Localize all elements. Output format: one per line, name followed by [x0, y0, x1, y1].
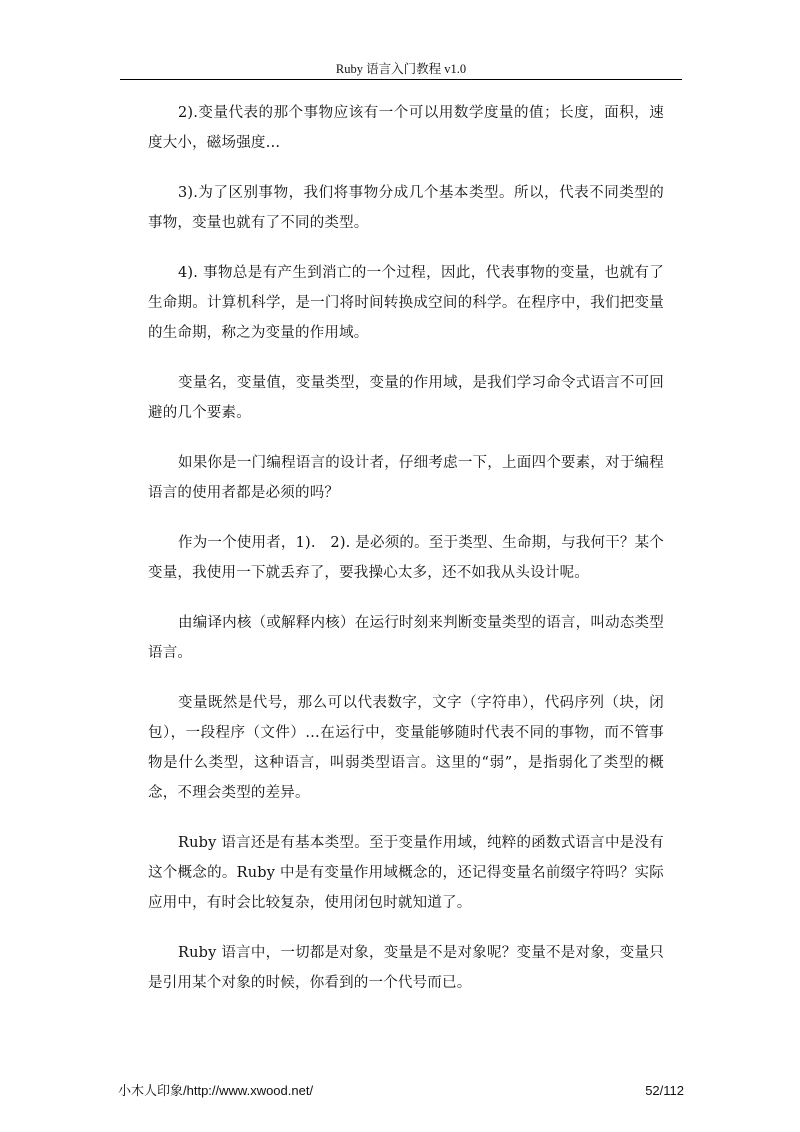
page-header-title: Ruby 语言入门教程 v1.0 — [335, 62, 467, 76]
page-footer — [118, 1082, 684, 1100]
document-body — [148, 98, 664, 1018]
paragraph-4: 变量名，变量值，变量类型，变量的作用域，是我们学习命令式语言不可回避的几个要素。 — [148, 375, 664, 421]
footer-page-number: 52/112 — [645, 1083, 684, 1098]
header-divider — [120, 79, 682, 80]
paragraph-7: 由编译内核（或解释内核）在运行时刻来判断变量类型的语言，叫动态类型语言。 — [148, 615, 664, 661]
paragraph-2: 3).为了区别事物，我们将事物分成几个基本类型。所以，代表不同类型的事物，变量也就有了不同的类型。 — [148, 185, 664, 231]
footer-source-link[interactable]: 小木人印象/http://www.xwood.net/ — [118, 1083, 314, 1098]
paragraph-8: 变量既然是代号，那么可以代表数字，文字（字符串），代码序列（块，闭包），一段程序（文件）…在运行中，变量能够随时代表不同的事物，而不管事物是什么类型，这种语言，叫弱类型语言。这里的“弱”，是指弱化了类型的概念，不理会类型的差异。 — [148, 695, 664, 801]
paragraph-9: Ruby 语言还是有基本类型。至于变量作用域，纯粹的函数式语言中是没有这个概念的。Ruby 中是有变量作用域概念的，还记得变量名前缀字符吗？实际应用中，有时会比较复杂，使用闭包时就知道了。 — [148, 835, 664, 911]
paragraph-5: 如果你是一门编程语言的设计者，仔细考虑一下，上面四个要素，对于编程语言的使用者都是必须的吗？ — [148, 455, 664, 501]
paragraph-6: 作为一个使用者，1). 2). 是必须的。至于类型、生命期，与我何干？某个变量，我使用一下就丢弃了，要我操心太多，还不如我从头设计呢。 — [148, 535, 664, 581]
paragraph-1: 2).变量代表的那个事物应该有一个可以用数学度量的值；长度，面积，速度大小，磁场强度… — [148, 105, 664, 151]
paragraph-3: 4). 事物总是有产生到消亡的一个过程，因此，代表事物的变量，也就有了生命期。计算机科学，是一门将时间转换成空间的科学。在程序中，我们把变量的生命期，称之为变量的作用域。 — [148, 265, 664, 341]
paragraph-10: Ruby 语言中，一切都是对象，变量是不是对象呢？变量不是对象，变量只是引用某个对象的时候，你看到的一个代号而已。 — [148, 945, 664, 991]
